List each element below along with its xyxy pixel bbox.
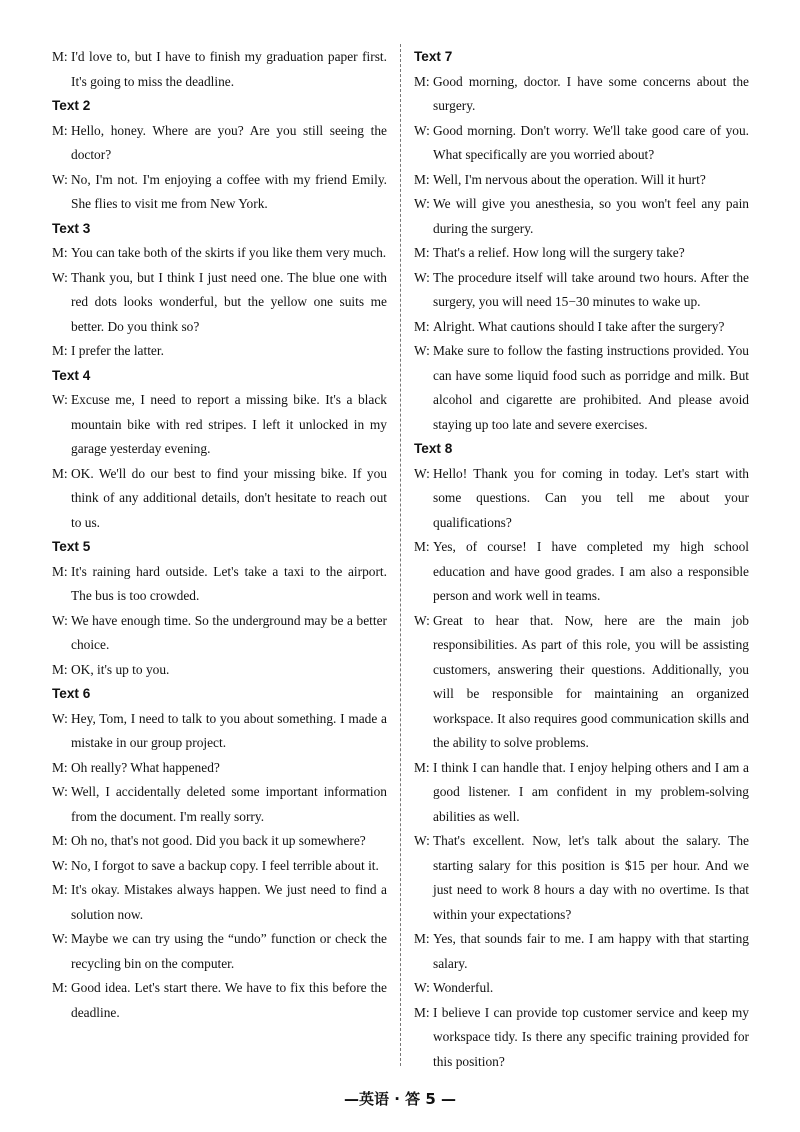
dialogue-text: Maybe we can try using the “undo” function or check the recycling bin on the computer. [71,931,387,971]
dialogue-text: The procedure itself will take around two hours. After the surgery, you will need 15−30 minutes to wake up. [433,269,749,309]
speaker-label: W: [414,122,430,138]
dialogue-line [52,388,387,462]
speaker-label: M: [414,539,430,554]
dialogue-line [414,535,749,609]
dialogue-line [414,756,749,830]
dialogue-text: Alright. What cautions should I take after the surgery? [433,318,725,334]
dialogue-text: We will give you anesthesia, so you won't feel any pain during the surgery. [433,196,749,236]
dialogue-text: Make sure to follow the fasting instructions provided. You can have some liquid food such as porridge and milk. But alcohol and cigarette are prohibited. And please avoid staying up too late and severe exercises. [433,343,749,432]
dialogue-line [414,1001,749,1075]
dialogue-line [414,315,749,340]
speaker-label: W: [52,392,68,407]
dialogue-text: OK, it's up to you. [71,661,170,677]
speaker-label: W: [52,171,68,187]
dialogue-text: You can take both of the skirts if you like them very much. [71,245,387,260]
dialogue-line [414,829,749,927]
dialogue-line [52,707,387,756]
dialogue-text: That's excellent. Now, let's talk about the salary. The starting salary for this position is $15 per hour. And we just need to work 8 hours a day with no overtime. Is that within your expectations? [433,833,749,922]
speaker-label: M: [414,171,430,187]
dialogue-line [52,609,387,658]
dialogue-text: I think I can handle that. I enjoy helping others and I am a good listener. I am confident in my problem-solving abilities as well. [433,759,749,824]
speaker-label: W: [414,833,430,848]
speaker-label: W: [52,784,68,799]
speaker-label: M: [52,980,68,995]
speaker-label: M: [52,122,68,138]
section-heading: Text 8 [414,441,453,456]
dialogue-line [52,976,387,1025]
dialogue-text: I believe I can provide top customer service and keep my workspace tidy. Is there any specific training provided for this position? [433,1004,749,1069]
dialogue-line [52,878,387,927]
speaker-label: W: [52,710,68,726]
speaker-label: M: [52,833,68,848]
dialogue-text: Well, I'm nervous about the operation. Will it hurt? [433,171,706,187]
dialogue-line [52,658,387,683]
dialogue-text: Great to hear that. Now, here are the main job responsibilities. As part of this role, you will be assisting customers, answering their questions. Additionally, you will be responsible for maintaining an organized workspace. It also requires good communication skills and the ability to solve problems. [433,612,749,750]
dialogue-line [414,927,749,976]
page-footer: —英语 · 答 5 — [343,1090,457,1108]
dialogue-line [414,976,749,1001]
section-heading: Text 2 [52,98,91,113]
section-heading: Text 5 [52,539,91,554]
dialogue-text: No, I forgot to save a backup copy. I feel terrible about it. [71,857,379,873]
dialogue-line [52,829,387,854]
dialogue-line [52,339,387,364]
speaker-label: M: [52,759,68,775]
dialogue-text: Hello, honey. Where are you? Are you still seeing the doctor? [71,122,387,162]
dialogue-text: Good morning, doctor. I have some concerns about the surgery. [433,73,749,113]
section-heading: Text 4 [52,367,91,383]
speaker-label: W: [52,269,68,285]
dialogue-line [52,780,387,829]
dialogue-text: We have enough time. So the underground may be a better choice. [71,612,387,652]
dialogue-line [414,462,749,536]
speaker-label: W: [414,980,430,995]
dialogue-text: OK. We'll do our best to find your missing bike. If you think of any additional details, don't hesitate to reach out to us. [71,465,387,530]
dialogue-line [52,462,387,536]
speaker-label: M: [52,465,68,481]
dialogue-line [414,609,749,756]
section-heading: Text 6 [52,686,91,701]
speaker-label: W: [414,269,430,285]
dialogue-line [52,756,387,781]
dialogue-text: Good morning. Don't worry. We'll take good care of you. What specifically are you worried about? [433,122,749,162]
dialogue-line [52,854,387,879]
speaker-label: M: [52,882,68,897]
speaker-label: M: [414,73,430,89]
speaker-label: M: [52,245,68,260]
speaker-label: M: [414,1004,430,1020]
dialogue-text: Well, I accidentally deleted some important information from the document. I'm really sorry. [71,784,387,824]
speaker-label: W: [52,931,68,946]
dialogue-text: I'd love to, but I have to finish my graduation paper first. It's going to miss the deadline. [71,49,387,89]
dialogue-text: Yes, that sounds fair to me. I am happy with that starting salary. [433,931,749,971]
dialogue-text: Oh really? What happened? [71,759,220,775]
dialogue-text: No, I'm not. I'm enjoying a coffee with my friend Emily. She flies to visit me from New York. [71,171,387,211]
dialogue-text: It's raining hard outside. Let's take a taxi to the airport. The bus is too crowded. [71,563,387,603]
dialogue-line [414,119,749,168]
dialogue-line [52,241,387,266]
speaker-label: M: [52,661,68,677]
right-column [414,45,749,1074]
dialogue-line [52,119,387,168]
dialogue-text: Good idea. Let's start there. We have to fix this before the deadline. [71,980,387,1020]
dialogue-line [52,45,387,94]
dialogue-text: Yes, of course! I have completed my high school education and have good grades. I am also a responsible person and work well in teams. [433,539,749,603]
speaker-label: W: [52,857,68,873]
speaker-label: W: [414,196,430,211]
dialogue-line [414,192,749,241]
dialogue-text: Oh no, that's not good. Did you back it up somewhere? [71,833,366,848]
dialogue-text: Hey, Tom, I need to talk to you about something. I made a mistake in our group project. [71,710,387,750]
speaker-label: W: [414,612,430,628]
dialogue-text: Hello! Thank you for coming in today. Let's start with some questions. Can you tell me about your qualifications? [433,465,749,530]
speaker-label: M: [414,931,430,946]
speaker-label: M: [414,318,430,334]
dialogue-text: That's a relief. How long will the surgery take? [433,245,685,260]
dialogue-text: It's okay. Mistakes always happen. We just need to find a solution now. [71,882,387,922]
speaker-label: M: [414,759,430,775]
dialogue-text: Thank you, but I think I just need one. The blue one with red dots looks wonderful, but the yellow one suits me better. Do you think so? [71,269,387,334]
dialogue-line [414,241,749,266]
left-column [52,45,387,1025]
speaker-label: W: [414,465,430,481]
section-heading: Text 3 [52,220,91,236]
dialogue-text: I prefer the latter. [71,343,164,358]
speaker-label: M: [52,563,68,579]
dialogue-line [414,266,749,315]
dialogue-text: Excuse me, I need to report a missing bike. It's a black mountain bike with red stripes. I left it unlocked in my garage yesterday evening. [71,392,387,456]
dialogue-line [52,266,387,340]
section-heading: Text 7 [414,49,453,64]
dialogue-line [52,560,387,609]
dialogue-line [414,70,749,119]
dialogue-line [414,168,749,193]
speaker-label: M: [52,343,68,358]
speaker-label: M: [414,245,430,260]
dialogue-line [414,339,749,437]
dialogue-text: Wonderful. [433,980,494,995]
column-divider [400,44,401,1066]
speaker-label: W: [52,612,68,628]
dialogue-line [52,168,387,217]
dialogue-line [52,927,387,976]
speaker-label: W: [414,343,430,358]
speaker-label: M: [52,49,68,64]
